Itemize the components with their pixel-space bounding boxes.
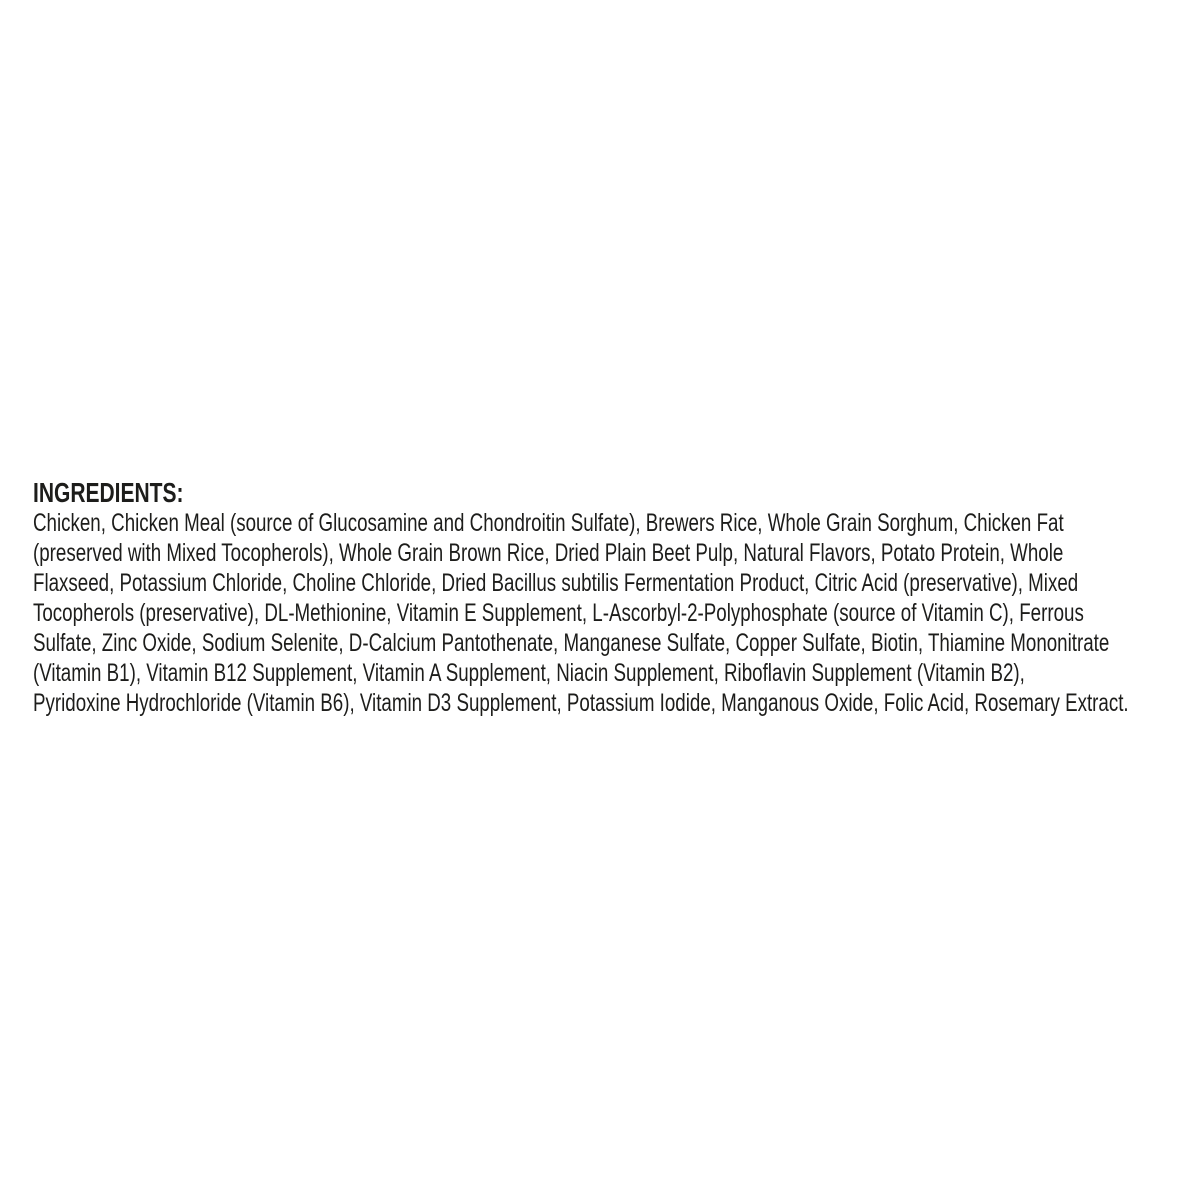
ingredients-heading: INGREDIENTS: (33, 477, 184, 508)
ingredients-text-line: Chicken, Chicken Meal (source of Glucosamine and Chondroitin Sulfate), Brewers Rice, Whole Grain Sorghum, Chicken Fat (33, 509, 1064, 537)
ingredients-text-line: Tocopherols (preservative), DL-Methionine, Vitamin E Supplement, L-Ascorbyl-2-Polyphosphate (source of Vitamin C), Ferrous (33, 599, 1084, 627)
ingredients-text-line: Pyridoxine Hydrochloride (Vitamin B6), Vitamin D3 Supplement, Potassium Iodide, Manganous Oxide, Folic Acid, Rosemary Extract. (33, 689, 1129, 717)
ingredients-label (33, 477, 1166, 718)
ingredients-text-line: (Vitamin B1), Vitamin B12 Supplement, Vitamin A Supplement, Niacin Supplement, Riboflavin Supplement (Vitamin B2), (33, 659, 1025, 687)
ingredients-text-line: Sulfate, Zinc Oxide, Sodium Selenite, D-Calcium Pantothenate, Manganese Sulfate, Copper Sulfate, Biotin, Thiamine Mononitrate (33, 629, 1110, 657)
ingredients-text-line: Flaxseed, Potassium Chloride, Choline Chloride, Dried Bacillus subtilis Fermentation Product, Citric Acid (preservative), Mixed (33, 569, 1079, 597)
ingredients-text-line: (preserved with Mixed Tocopherols), Whole Grain Brown Rice, Dried Plain Beet Pulp, Natural Flavors, Potato Protein, Whole (33, 539, 1064, 567)
ingredients-text (33, 508, 1166, 718)
